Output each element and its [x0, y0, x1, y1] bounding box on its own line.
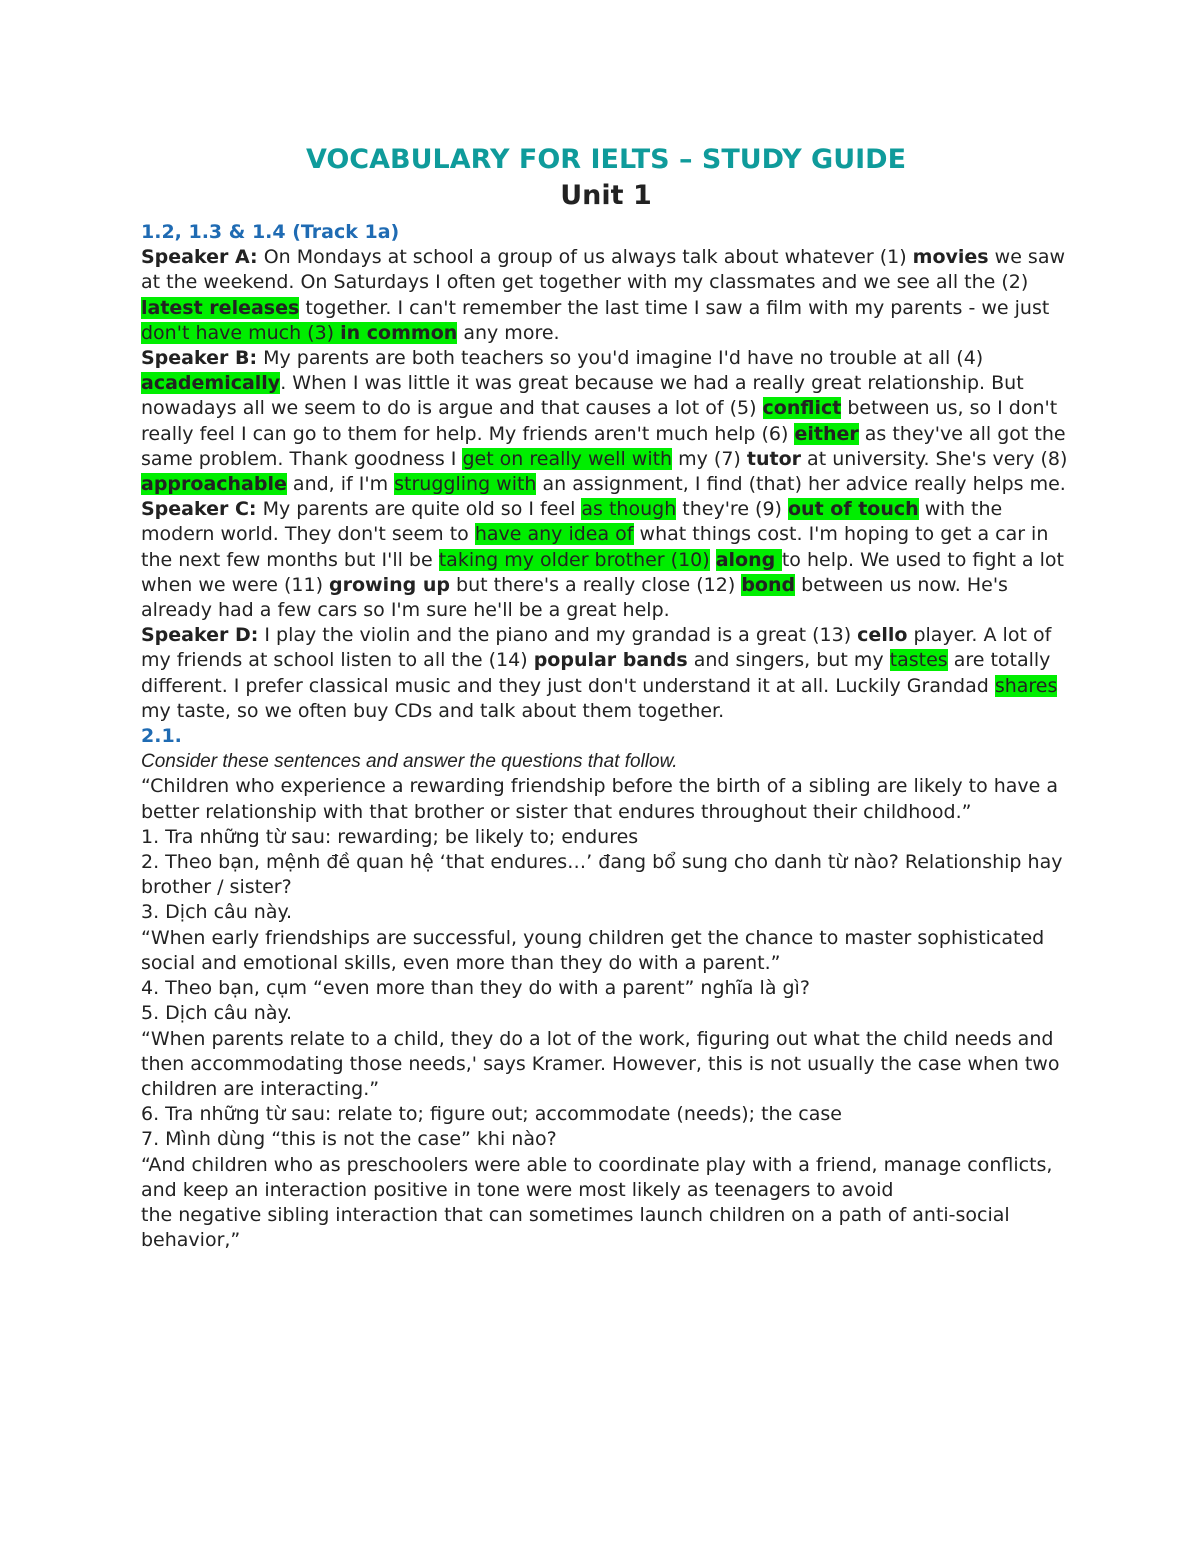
highlighted-vocab: along — [715, 548, 782, 571]
vocab-word: cello — [857, 624, 908, 647]
text-run: and, if I'm — [286, 473, 395, 496]
text-run: they're (9) — [676, 498, 788, 521]
text-run: my taste, so we often buy CDs and talk about them together. — [141, 699, 725, 722]
speaker-label: Speaker D: — [141, 624, 259, 647]
highlighted-phrase: get on really well with — [462, 447, 673, 470]
section-heading — [141, 724, 1071, 749]
highlighted-vocab: conflict — [762, 397, 842, 420]
track-numbers: 1.2, 1.3 & 1.4 — [141, 221, 293, 243]
vocab-word: growing up — [329, 573, 450, 596]
text-run: My parents are quite old so I feel — [256, 498, 582, 521]
section-line: 5. Dịch câu này. — [141, 1002, 293, 1025]
text-run: with the modern world. They don't seem to — [141, 498, 1003, 546]
text-run: are totally different. I prefer classical music and they just don't understand it at all. Luckily Grandad — [141, 649, 1051, 697]
text-run: at university. She's very (8) — [801, 447, 1068, 470]
text-run: On Mondays at school a group of us always talk about whatever (1) — [257, 246, 913, 269]
section-line: “Children who experience a rewarding friendship before the birth of a sibling are likely to have a better relationship with that brother or sister that endures throughout their childhood.” — [141, 775, 1059, 823]
section-line: 6. Tra những từ sau: relate to; figure out; accommodate (needs); the case — [141, 1103, 842, 1126]
speaker-c-paragraph — [141, 497, 1071, 623]
section-line: 4. Theo bạn, cụm “even more than they do with a parent” nghĩa là gì? — [141, 977, 810, 1000]
highlighted-vocab: either — [794, 422, 859, 445]
document-page — [141, 140, 1071, 1253]
highlighted-vocab: bond — [741, 573, 796, 596]
text-run: and singers, but my — [687, 649, 890, 672]
vocab-word: popular bands — [533, 649, 688, 672]
text-run: an assignment, I find (that) her advice really helps me. — [536, 473, 1066, 496]
highlighted-vocab: academically — [141, 372, 281, 395]
speaker-label: Speaker A: — [141, 246, 258, 269]
section-line: “And children who as preschoolers were able to coordinate play with a friend, manage conflicts, and keep an interaction positive in tone were most likely as teenagers to avoid — [141, 1153, 1053, 1201]
speaker-label: Speaker B: — [141, 347, 258, 370]
highlighted-phrase: as though — [581, 498, 677, 521]
highlighted-phrase: struggling with — [394, 473, 537, 496]
document-title: VOCABULARY FOR IELTS – STUDY GUIDE — [305, 144, 907, 175]
vocab-word: tutor — [746, 447, 802, 470]
highlighted-phrase: tastes — [889, 649, 948, 672]
section-line: 2. Theo bạn, mệnh đề quan hệ ‘that endures…’ đang bổ sung cho danh từ nào? Relationship hay brother / sister? — [141, 851, 1063, 899]
text-run: . When I was little it was great because we had a really great relationship. But nowadays all we seem to do is argue and that causes a lot of (5) — [141, 372, 1024, 420]
section-line: the negative sibling interaction that can sometimes launch children on a path of anti-social behavior,” — [141, 1203, 1010, 1252]
highlighted-phrase: taking my older brother (10) — [438, 548, 710, 571]
text-run: together. I can't remember the last time I saw a film with my parents - we just — [299, 296, 1050, 319]
unit-title: Unit 1 — [560, 180, 652, 211]
speaker-a-paragraph — [141, 245, 1071, 346]
highlighted-vocab: latest releases — [141, 296, 300, 319]
text-run: My parents are both teachers so you'd imagine I'd have no trouble at all (4) — [257, 347, 984, 370]
text-run: to help. We used to fight a lot when we were (11) — [141, 548, 1064, 596]
text-run: we saw at the weekend. On Saturdays I often get together with my classmates and we see all the (2) — [141, 246, 1066, 294]
speaker-label: Speaker C: — [141, 498, 257, 521]
speaker-b-paragraph — [141, 346, 1071, 497]
section-number: 2.1. — [141, 725, 182, 748]
section-line: 3. Dịch câu này. — [141, 901, 293, 924]
section-line: 1. Tra những từ sau: rewarding; be likely to; endures — [141, 825, 639, 848]
track-label: (Track 1a) — [292, 221, 400, 243]
highlighted-vocab: approachable — [141, 473, 287, 496]
highlighted-phrase: have any idea of — [474, 523, 634, 546]
highlighted-phrase: shares — [994, 674, 1058, 697]
section-instruction: Consider these sentences and answer the questions that follow. — [141, 751, 678, 773]
text-run: between us, so I don't really feel I can go to them for help. My friends aren't much help (6) — [141, 397, 1058, 445]
section-line: 7. Mình dùng “this is not the case” khi nào? — [141, 1128, 557, 1151]
text-run: but there's a really close (12) — [449, 573, 742, 596]
speaker-d-paragraph — [141, 623, 1071, 724]
highlighted-vocab: out of touch — [788, 498, 919, 521]
text-run: as they've all got the same problem. Thank goodness I — [141, 422, 1066, 470]
text-run: I play the violin and the piano and my grandad is a great (13) — [258, 624, 858, 647]
text-run: any more. — [457, 321, 560, 344]
section-line: “When parents relate to a child, they do a lot of the work, figuring out what the child needs and then accommodating those needs,' says Kramer. However, this is not usually the case when two children are interacting.” — [141, 1027, 1060, 1100]
track-heading — [141, 220, 1071, 245]
text-run: player. A lot of my friends at school listen to all the (14) — [141, 624, 1052, 672]
highlighted-phrase: don't have much (3) — [141, 321, 341, 344]
text-run: between us now. He's already had a few cars so I'm sure he'll be a great help. — [141, 573, 1008, 622]
text-run: what things cost. I'm hoping to get a car in the next few months but I'll be — [141, 523, 1049, 571]
text-run: my (7) — [672, 447, 747, 470]
highlighted-vocab: in common — [340, 321, 458, 344]
section-line: “When early friendships are successful, young children get the chance to master sophisticated social and emotional skills, even more than they do with a parent.” — [141, 926, 1045, 974]
vocab-word: movies — [912, 246, 989, 269]
